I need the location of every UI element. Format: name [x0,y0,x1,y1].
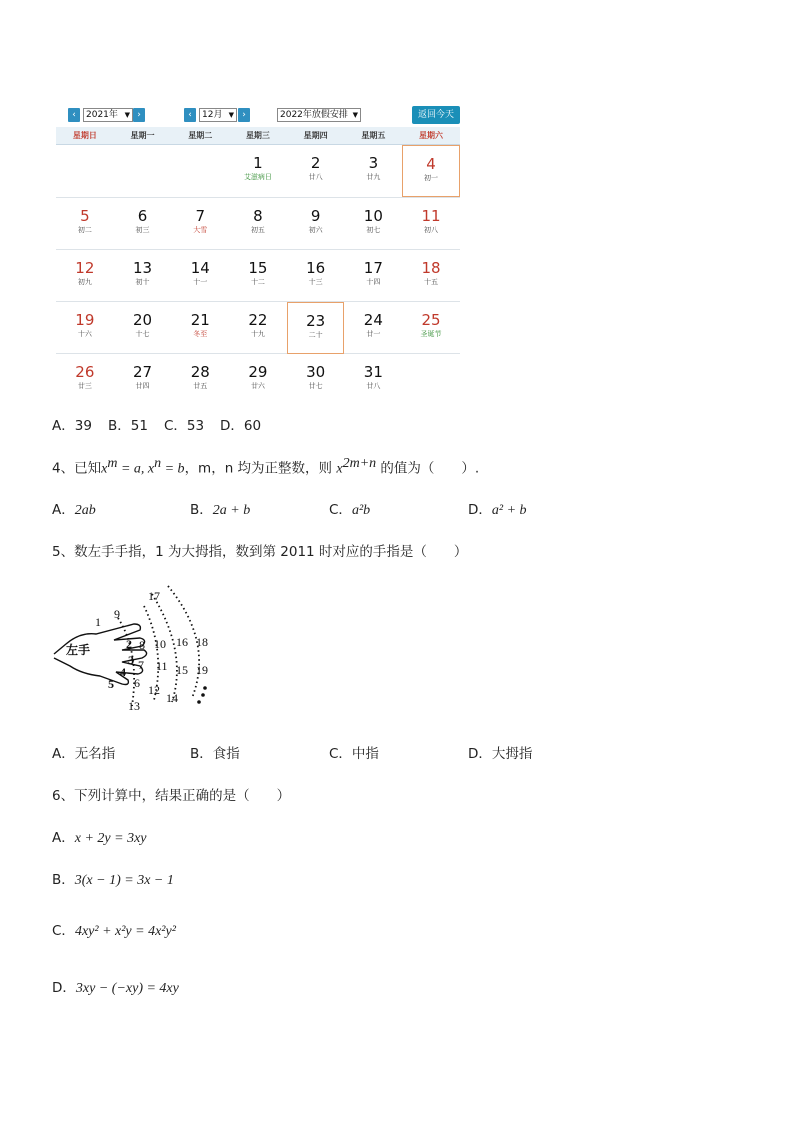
left-hand-diagram [52,582,222,716]
count-number: 8 [139,638,145,652]
calendar-widget [56,106,460,408]
count-number: 17 [148,589,160,603]
day-cell-today[interactable]: 23 二十 [287,302,345,354]
count-number: 7 [138,658,144,672]
count-number: 18 [196,635,208,649]
today-button[interactable]: 返回今天 [412,106,460,124]
ellipsis-dot [201,693,205,697]
q4-option-b: B．2a + b [190,502,251,518]
count-number: 3 [128,653,134,667]
q4-option-d: D．a² + b [468,502,527,518]
count-number: 19 [196,663,208,677]
weekday-thu: 星期四 [303,131,328,140]
count-number: 9 [114,607,120,621]
day-cell[interactable]: 29 廿六 [248,363,268,390]
day-cell[interactable]: 9 初六 [308,207,323,234]
day-cell[interactable]: 10 初七 [363,207,383,234]
day-cell[interactable]: 30 廿七 [306,363,326,390]
day-cell[interactable]: 14 十一 [190,259,210,286]
calendar-toolbar [56,106,460,126]
day-cell[interactable]: 2 廿八 [308,154,323,181]
day-cell[interactable]: 24 廿一 [363,311,383,338]
weekday-header [56,127,460,145]
day-cell[interactable]: 15 十二 [248,259,268,286]
weekday-sun: 星期日 [72,131,97,140]
day-cell[interactable]: 3 廿九 [366,154,381,181]
day-cell[interactable]: 28 廿五 [190,363,210,390]
q6-question: 6、下列计算中，结果正确的是（ ） [52,788,291,804]
ellipsis-dot [197,700,201,704]
holiday-select[interactable]: 2022年放假安排 ▼ [277,108,361,122]
q6-option-a: A．x + 2y = 3xy [52,830,147,846]
count-number: 4 [120,665,126,679]
day-cell[interactable]: 31 廿八 [363,363,383,390]
day-cell[interactable]: 25 圣诞节 [420,311,442,338]
day-cell[interactable]: 20 十七 [132,311,153,338]
q6-option-c: C．4xy² + x²y = 4x²y² [52,923,176,939]
day-cell[interactable]: 18 十五 [421,259,441,286]
weekday-mon: 星期一 [130,131,155,140]
q6-option-b: B．3(x − 1) = 3x − 1 [52,872,174,888]
day-cell[interactable]: 6 初三 [135,207,150,234]
prev-year-button[interactable]: ‹ [68,108,80,122]
count-number: 6 [134,676,140,690]
year-select[interactable]: 2021年 ▼ [83,108,133,122]
q3-option-a: A．39 [52,418,92,434]
next-month-button[interactable]: › [238,108,250,122]
prev-month-button[interactable]: ‹ [184,108,196,122]
count-number: 2 [126,637,132,651]
q3-option-c: C．53 [164,418,205,434]
q5-option-d: D．大拇指 [468,746,533,762]
next-year-button[interactable]: › [133,108,145,122]
day-cell[interactable]: 5 初二 [77,207,92,234]
day-cell[interactable]: 22 十九 [248,311,268,338]
count-number: 14 [166,691,178,705]
q3-option-b: B．51 [108,418,148,434]
count-number: 16 [176,635,188,649]
q4-question: 4、已知$x^m = a$, $x^n = b$，m，n 均为正整数，则 $x^{2m+n}$ 的值为（ ）. [52,456,480,477]
month-select[interactable]: 12月 ▼ [199,108,237,122]
q5-option-c: C．中指 [329,746,379,762]
chevron-down-icon: ▼ [228,111,234,119]
day-cell[interactable]: 27 廿四 [132,363,153,390]
ellipsis-dot [203,686,207,690]
day-cell[interactable]: 12 初九 [75,259,95,286]
day-cell[interactable]: 13 初十 [132,259,153,286]
day-cell[interactable]: 26 廿三 [75,363,95,390]
day-cell[interactable]: 1 艾滋病日 [243,154,272,181]
day-cell[interactable]: 7 大雪 [193,207,208,234]
q5-option-a: A．无名指 [52,746,116,762]
count-number: 10 [154,637,166,651]
count-number: 1 [95,615,101,629]
day-cell[interactable]: 11 初八 [421,207,441,234]
q5-option-b: B．食指 [190,746,240,762]
weekday-fri: 星期五 [361,131,386,140]
count-number: 11 [156,659,168,673]
q3-option-d: D．60 [220,418,262,434]
chevron-down-icon: ▼ [124,111,130,119]
day-cell[interactable]: 21 冬至 [190,311,210,338]
chevron-down-icon: ▼ [352,111,358,119]
weekday-sat: 星期六 [419,131,444,140]
day-cell[interactable]: 16 十三 [306,259,326,286]
q6-option-d: D．3xy − (−xy) = 4xy [52,980,179,996]
day-cell[interactable]: 8 初五 [250,207,265,234]
q5-question: 5、数左手手指，1 为大拇指，数到第 2011 时对应的手指是（ ） [52,544,468,560]
weekday-tue: 星期二 [188,131,213,140]
count-number: 12 [148,683,160,697]
q4-option-c: C．a²b [329,502,371,518]
day-cell[interactable]: 17 十四 [363,259,383,286]
day-cell[interactable]: 19 十六 [75,311,95,338]
count-number: 5 [108,677,114,691]
count-number: 15 [176,663,188,677]
hand-label: 左手 [66,643,91,657]
q4-option-a: A．2ab [52,502,96,518]
count-number: 13 [128,699,140,713]
day-cell-selected[interactable]: 4 初一 [402,145,460,197]
weekday-wed: 星期三 [245,131,270,140]
